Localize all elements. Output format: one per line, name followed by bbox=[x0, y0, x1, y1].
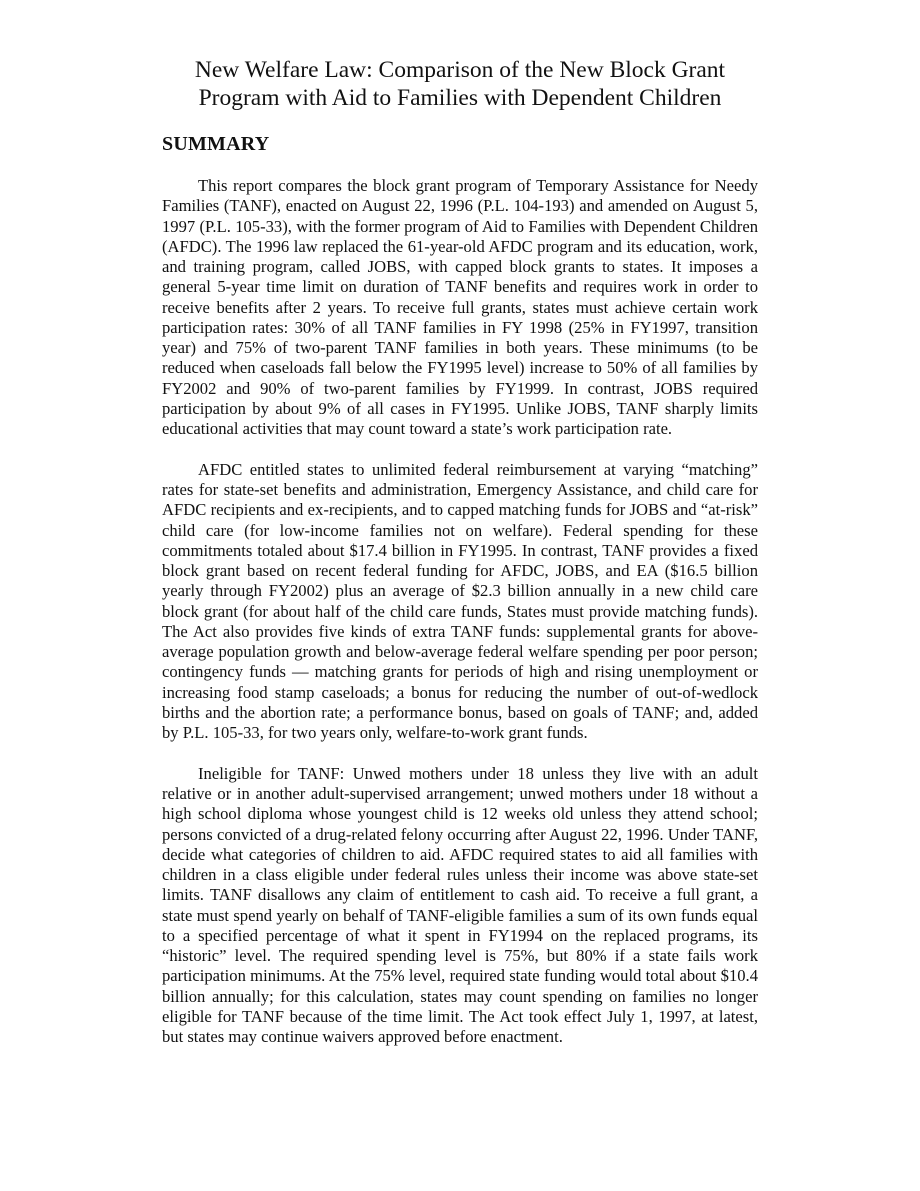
summary-paragraph-2: AFDC entitled states to unlimited federal reimbursement at varying “matching” rates for state-set benefits and administration, Emergency Assistance, and child care for AFDC recipients and ex-recipients, and to capped matching funds for JOBS and “at-risk” child care (for low-income families not on welfare). Federal spending for these commitments totaled about $17.4 billion in FY1995. In contrast, TANF provides a fixed block grant based on recent federal funding for AFDC, JOBS, and EA ($16.5 billion yearly through FY2002) plus an average of $2.3 billion annually in a new child care block grant (for about half of the child care funds, States must provide matching funds). The Act also provides five kinds of extra TANF funds: supplemental grants for above-average population growth and below-average federal welfare spending per poor person; contingency funds — matching grants for periods of high and rising unemployment or increasing food stamp caseloads; a bonus for reducing the number of out-of-wedlock births and the abortion rate; a performance bonus, based on goals of TANF; and, added by P.L. 105-33, for two years only, welfare-to-work grant funds. bbox=[162, 459, 758, 742]
document-title bbox=[142, 56, 778, 112]
document-page bbox=[162, 56, 758, 1047]
summary-paragraph-1: This report compares the block grant program of Temporary Assistance for Needy Families (TANF), enacted on August 22, 1996 (P.L. 104-193) and amended on August 5, 1997 (P.L. 105-33), with the former program of Aid to Families with Dependent Children (AFDC). The 1996 law replaced the 61-year-old AFDC program and its education, work, and training program, called JOBS, with capped block grants to states. It imposes a general 5-year time limit on duration of TANF benefits and requires work in order to receive benefits after 2 years. To receive full grants, states must achieve certain work participation rates: 30% of all TANF families in FY 1998 (25% in FY1997, transition year) and 75% of two-parent TANF families in both years. These minimums (to be reduced when caseloads fall below the FY1995 level) increase to 50% of all families by FY2002 and 90% of two-parent families by FY1999. In contrast, JOBS required participation by about 9% of all cases in FY1995. Unlike JOBS, TANF sharply limits educational activities that may count toward a state’s work participation rate. bbox=[162, 176, 758, 438]
summary-paragraph-3: Ineligible for TANF: Unwed mothers under 18 unless they live with an adult relative or in another adult-supervised arrangement; unwed mothers under 18 without a high school diploma whose youngest child is 12 weeks old unless they attend school; persons convicted of a drug-related felony occurring after August 22, 1996. Under TANF, decide what categories of children to aid. AFDC required states to aid all families with children in a class eligible under federal rules unless their income was above state-set limits. TANF disallows any claim of entitlement to cash aid. To receive a full grant, a state must spend yearly on behalf of TANF-eligible families a sum of its own funds equal to a specified percentage of what it spent in FY1994 on the replaced programs, its “historic” level. The required spending level is 75%, but 80% if a state fails work participation minimums. At the 75% level, required state funding would total about $10.4 billion annually; for this calculation, states may count spending on families no longer eligible for TANF because of the time limit. The Act took effect July 1, 1997, at latest, but states may continue waivers approved before enactment. bbox=[162, 763, 758, 1046]
title-line-2: Program with Aid to Families with Dependent Children bbox=[198, 85, 722, 111]
title-line-1: New Welfare Law: Comparison of the New Block Grant bbox=[194, 57, 726, 83]
section-heading-summary: SUMMARY bbox=[162, 133, 270, 155]
